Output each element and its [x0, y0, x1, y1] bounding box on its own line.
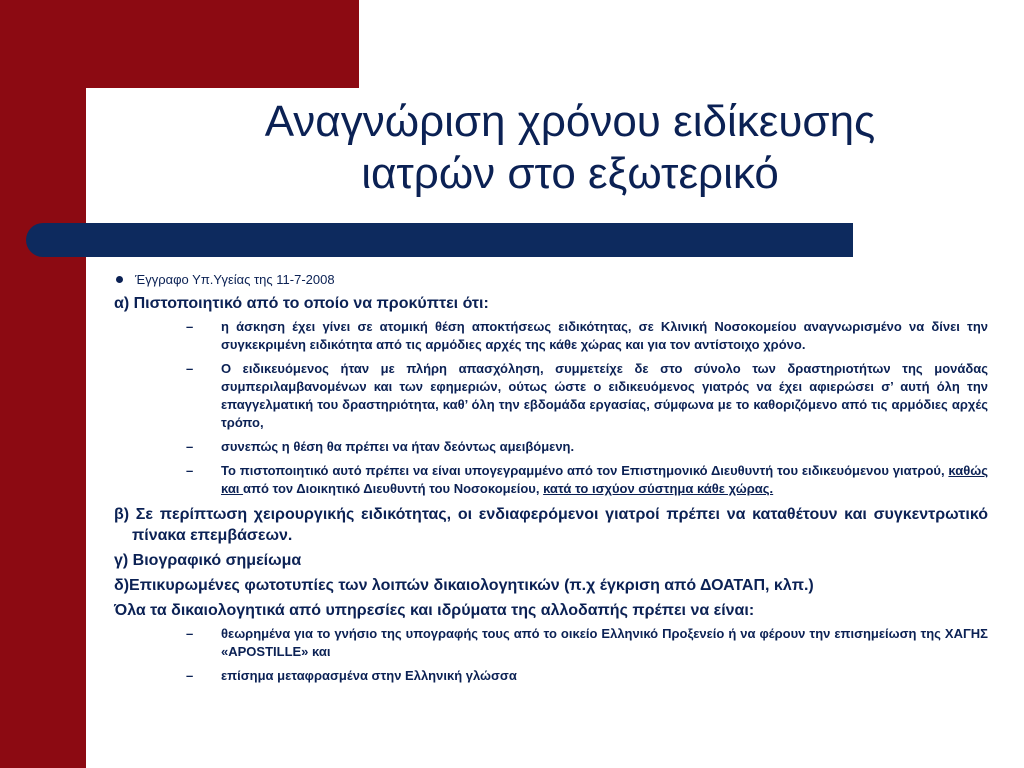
section-a-item-1-text: η άσκηση έχει γίνει σε ατομική θέση αποκτήσεως ειδικότητας, σε Κλινική Νοσοκομείου αναγνωρισμένο να δίνει την συγκεκριμένη ειδικότητα από τις αρμόδιες αρχές της κάθε χώρας και για τον αντίστοιχο χρόνο. [221, 319, 988, 352]
left-accent-bar [0, 0, 86, 768]
dash-icon: – [186, 463, 194, 478]
section-a-item-3-text: συνεπώς η θέση θα πρέπει να ήταν δεόντως αμειβόμενη. [221, 439, 575, 454]
title-line-2: ιατρών στο εξωτερικό [361, 149, 779, 198]
section-e-heading: Όλα τα δικαιολογητικά από υπηρεσίες και ιδρύματα της αλλοδαπής πρέπει να είναι: [114, 602, 755, 619]
bullet-text: Έγγραφο Υπ.Υγείας της 11-7-2008 [135, 271, 335, 287]
bullet-item [114, 269, 988, 289]
top-accent-block [0, 0, 359, 88]
dash-icon: – [186, 319, 194, 334]
slide-body [114, 269, 988, 691]
dash-icon: – [186, 626, 194, 641]
section-a-item-4-underlined-1: καθώς και [221, 463, 988, 496]
bullet-dot-icon [116, 276, 123, 283]
section-e-item-1-text: θεωρημένα για το γνήσιο της υπογραφής τους από το οικείο Ελληνικό Προξενείο ή να φέρουν την επισημείωση της ΧΑΓΗΣ «APOSTILLE» και [221, 626, 988, 659]
dash-icon: – [186, 439, 194, 454]
dash-icon: – [186, 361, 194, 376]
section-a-heading: α) Πιστοποιητικό από το οποίο να προκύπτει ότι: [114, 295, 489, 312]
title-underline-band [26, 223, 853, 257]
section-b: β) Σε περίπτωση χειρουργικής ειδικότητας, οι ενδιαφερόμενοι γιατροί πρέπει να καταθέτουν και συγκεντρωτικό πίνακα επεμβάσεων. [114, 506, 988, 544]
section-a-item-1 [114, 318, 988, 354]
section-a-item-3 [114, 438, 988, 456]
section-a-item-4-text-1: Το πιστοποιητικό αυτό πρέπει να είναι υπογεγραμμένο από τον Επιστημονικό Διευθυντή του ειδικευόμενου γιατρού, [221, 463, 949, 478]
dash-icon: – [186, 668, 194, 683]
section-a-item-2-text: Ο ειδικευόμενος ήταν με πλήρη απασχόληση, συμμετείχε δε στο σύνολο των δραστηριοτήτων της μονάδας συμπεριλαμβανομένων και των εφημεριών, ούτως ώστε ο ειδικευόμενος γιατρός να έχει αφιερώσει σ’ αυτή όλη την επαγγελματική του δραστηριότητα, καθ’ όλη την εβδομάδα εργασίας, σύμφωνα με το καθοριζόμενο από τις αρμόδιες αρχές τρόπο, [221, 361, 988, 430]
section-c: γ) Βιογραφικό σημείωμα [114, 552, 302, 569]
section-a-item-4-underlined-2: κατά το ισχύον σύστημα κάθε χώρας. [543, 481, 774, 496]
section-e-item-2 [114, 667, 988, 685]
title-line-1: Αναγνώριση χρόνου ειδίκευσης [264, 97, 876, 146]
section-a-item-2 [114, 360, 988, 432]
section-a-item-4 [114, 462, 988, 498]
slide-title [130, 96, 1010, 200]
section-e-item-1 [114, 625, 988, 661]
section-d: δ)Επικυρωμένες φωτοτυπίες των λοιπών δικαιολογητικών (π.χ έγκριση από ΔΟΑΤΑΠ, κλπ.) [114, 577, 814, 594]
section-a-item-4-text-2: από τον Διοικητικό Διευθυντή του Νοσοκομείου, [243, 481, 544, 496]
section-e-item-2-text: επίσημα μεταφρασμένα στην Ελληνική γλώσσα [221, 668, 517, 683]
